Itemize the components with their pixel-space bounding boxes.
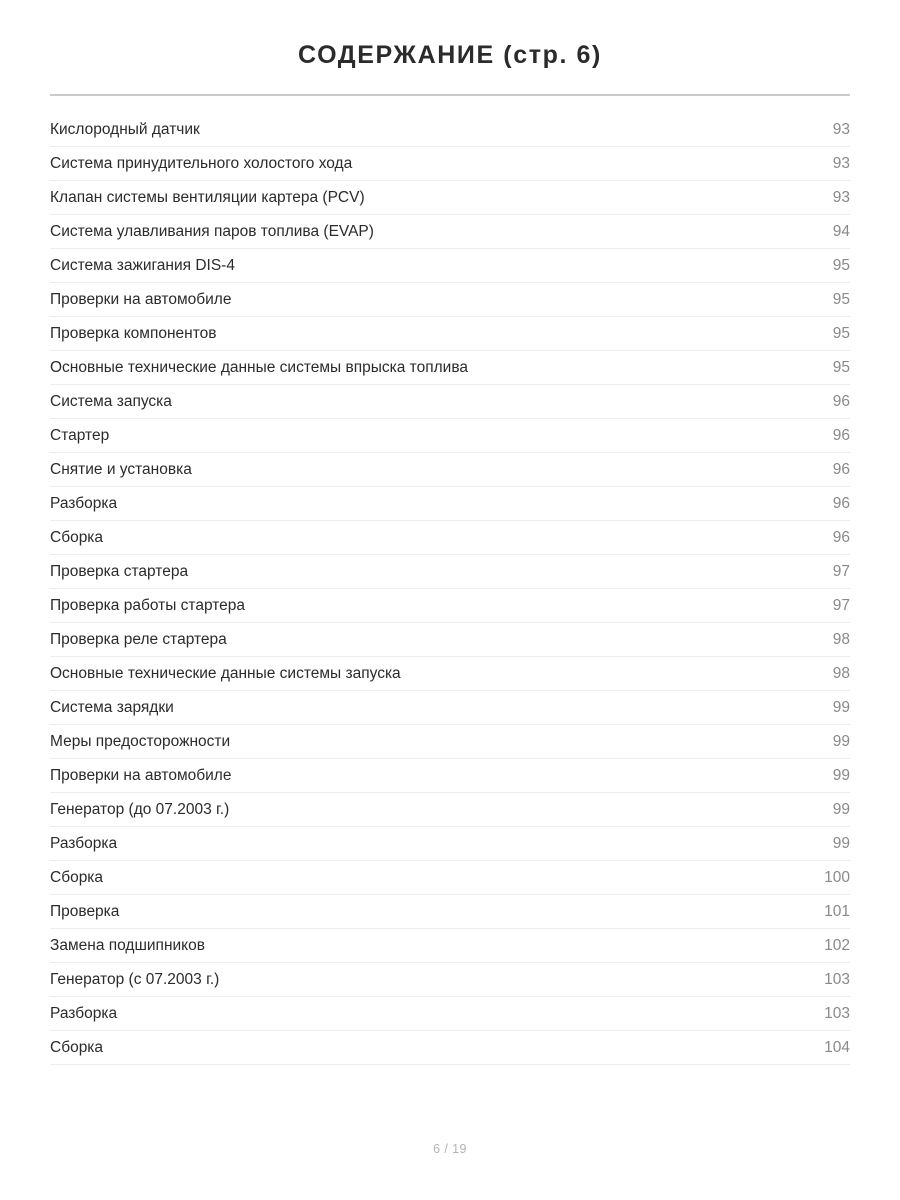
table-of-contents (50, 113, 850, 1065)
toc-entry-title: Разборка (50, 1005, 118, 1023)
toc-entry[interactable] (50, 861, 850, 895)
toc-entry-page-number: 99 (832, 733, 850, 751)
toc-entry[interactable] (50, 385, 850, 419)
toc-entry-title: Проверка работы стартера (50, 597, 246, 615)
toc-entry-page-number: 99 (832, 767, 850, 785)
toc-entry-page-number: 95 (832, 325, 850, 343)
toc-entry-title: Клапан системы вентиляции картера (PCV) (50, 189, 365, 207)
title-divider (50, 94, 850, 96)
toc-entry[interactable] (50, 827, 850, 861)
toc-entry-title: Система улавливания паров топлива (EVAP) (50, 223, 374, 241)
toc-entry-title: Снятие и установка (50, 461, 192, 479)
toc-entry-page-number: 96 (832, 495, 850, 513)
toc-entry[interactable] (50, 759, 850, 793)
toc-entry[interactable] (50, 113, 850, 147)
toc-entry[interactable] (50, 555, 850, 589)
toc-entry[interactable] (50, 793, 850, 827)
page-footer: 6 / 19 (433, 1142, 467, 1156)
toc-entry[interactable] (50, 453, 850, 487)
toc-entry-page-number: 99 (832, 835, 850, 853)
toc-entry[interactable] (50, 147, 850, 181)
toc-entry-page-number: 97 (832, 563, 850, 581)
toc-entry-title: Основные технические данные системы запуска (50, 665, 401, 683)
toc-entry-title: Сборка (50, 869, 104, 887)
toc-entry-page-number: 99 (832, 699, 850, 717)
toc-entry-page-number: 93 (832, 121, 850, 139)
toc-entry-title: Проверки на автомобиле (50, 291, 232, 309)
toc-entry-title: Замена подшипников (50, 937, 205, 955)
toc-entry[interactable] (50, 929, 850, 963)
toc-entry-title: Меры предосторожности (50, 733, 231, 751)
toc-entry[interactable] (50, 181, 850, 215)
toc-entry-title: Разборка (50, 835, 118, 853)
toc-entry[interactable] (50, 419, 850, 453)
toc-entry[interactable] (50, 487, 850, 521)
toc-entry-page-number: 96 (832, 461, 850, 479)
toc-entry[interactable] (50, 521, 850, 555)
toc-entry-page-number: 96 (832, 393, 850, 411)
toc-entry[interactable] (50, 351, 850, 385)
toc-entry[interactable] (50, 657, 850, 691)
toc-entry-page-number: 98 (832, 665, 850, 683)
toc-entry[interactable] (50, 249, 850, 283)
toc-entry-title: Проверки на автомобиле (50, 767, 232, 785)
toc-entry-title: Разборка (50, 495, 118, 513)
toc-entry[interactable] (50, 283, 850, 317)
toc-entry-title: Кислородный датчик (50, 121, 200, 139)
toc-entry[interactable] (50, 317, 850, 351)
toc-entry-title: Сборка (50, 1039, 104, 1057)
toc-entry-page-number: 102 (824, 937, 850, 955)
toc-entry-page-number: 99 (832, 801, 850, 819)
toc-entry-page-number: 96 (832, 529, 850, 547)
toc-entry-page-number: 103 (824, 1005, 850, 1023)
toc-entry-page-number: 95 (832, 359, 850, 377)
toc-entry-page-number: 97 (832, 597, 850, 615)
page-title: СОДЕРЖАНИЕ (стр. 6) (298, 41, 602, 69)
toc-entry-title: Система запуска (50, 393, 172, 411)
toc-entry-title: Проверка реле стартера (50, 631, 227, 649)
toc-entry-page-number: 96 (832, 427, 850, 445)
toc-entry-title: Стартер (50, 427, 110, 445)
toc-entry-title: Система зарядки (50, 699, 174, 717)
toc-entry-title: Сборка (50, 529, 104, 547)
toc-entry-title: Проверка (50, 903, 120, 921)
toc-entry[interactable] (50, 589, 850, 623)
toc-entry-title: Система принудительного холостого хода (50, 155, 353, 173)
toc-entry-page-number: 104 (824, 1039, 850, 1057)
toc-entry-title: Проверка компонентов (50, 325, 217, 343)
toc-entry[interactable] (50, 997, 850, 1031)
toc-entry-page-number: 93 (832, 155, 850, 173)
toc-entry-page-number: 98 (832, 631, 850, 649)
toc-entry-page-number: 103 (824, 971, 850, 989)
toc-entry-title: Система зажигания DIS-4 (50, 257, 235, 275)
toc-entry[interactable] (50, 623, 850, 657)
toc-entry-page-number: 101 (824, 903, 850, 921)
toc-entry[interactable] (50, 215, 850, 249)
toc-entry[interactable] (50, 1031, 850, 1065)
toc-entry-title: Проверка стартера (50, 563, 189, 581)
toc-entry-page-number: 94 (832, 223, 850, 241)
toc-entry-page-number: 95 (832, 291, 850, 309)
toc-entry-page-number: 100 (824, 869, 850, 887)
toc-entry-title: Основные технические данные системы впрыска топлива (50, 359, 469, 377)
toc-entry-title: Генератор (до 07.2003 г.) (50, 801, 230, 819)
toc-entry-page-number: 93 (832, 189, 850, 207)
toc-entry[interactable] (50, 725, 850, 759)
toc-entry-page-number: 95 (832, 257, 850, 275)
toc-entry[interactable] (50, 895, 850, 929)
toc-entry[interactable] (50, 963, 850, 997)
toc-entry-title: Генератор (с 07.2003 г.) (50, 971, 220, 989)
toc-entry[interactable] (50, 691, 850, 725)
